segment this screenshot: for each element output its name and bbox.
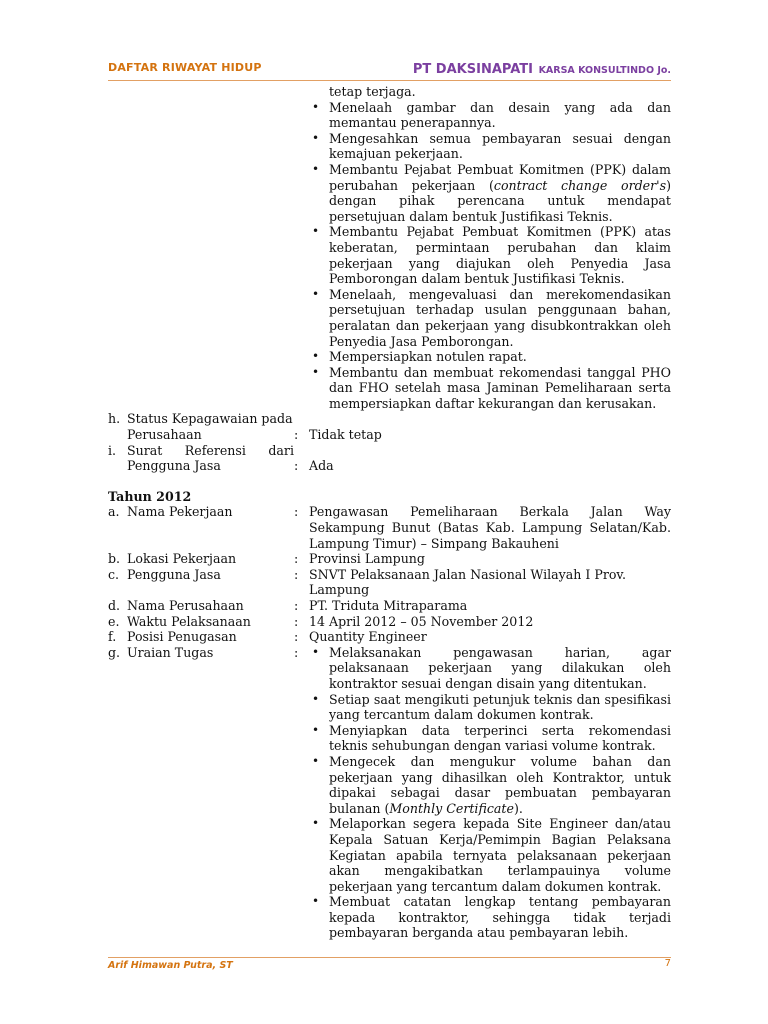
field-row: g. Uraian Tugas : [108,644,299,660]
status-label: Status Kepagawaian pada [127,411,293,427]
field-label: Pengguna Jasa [127,566,221,582]
list-item: • Setiap saat mengikuti petunjuk teknis dan spesifikasi yang tercantum dalam dokumen kontrak. [312,691,671,723]
bullet-icon: • [312,130,320,145]
company-name: PT DAKSINAPATI [412,62,533,77]
field-label: Posisi Penugasan [127,629,237,645]
reference-label: Surat Referensi dari [127,442,294,458]
bullet-icon: • [312,161,320,176]
bullet-icon: • [312,349,320,364]
field-label: Nama Perusahaan [127,598,244,613]
bullet-icon: • [312,99,320,114]
list-item: • Mempersiapkan notulen rapat. [312,349,527,365]
field-row: c. Pengguna Jasa : SNVT Pelaksanaan Jalan Nasional Wilayah I Prov. Lampung [108,567,671,598]
field-value: Quantity Engineer [309,629,427,645]
field-row: b. Lokasi Pekerjaan : Provinsi Lampung [108,551,671,567]
colon: : [294,458,299,474]
bullet-icon: • [312,722,320,737]
list-item: • Menelaah, mengevaluasi dan merekomendasikan persetujuan terhadap usulan penggunaan bahan, peralatan dan pekerjaan yang disubkontrakkan oleh Penyedia Jasa Pemborongan. [312,286,671,349]
status-row [108,411,671,427]
field-value: 14 April 2012 – 05 November 2012 [309,613,534,629]
footer-author: Arif Himawan Putra, ST [108,960,233,971]
page-footer [108,957,671,972]
field-value: Provinsi Lampung [309,551,425,567]
bullet-icon: • [312,816,320,831]
reference-row-2 [108,458,671,474]
bullet-icon: • [312,691,320,706]
year-heading: Tahun 2012 [108,488,192,504]
continuation-text: tetap terjaga. [329,84,416,99]
list-item: • Membuat catatan lengkap tentang pembayaran kepada kontraktor, sehingga tidak terjadi pembayaran berganda atau pembayaran lebih. [312,894,671,941]
colon: : [294,427,299,443]
list-item: • Melaksanakan pengawasan harian, agar pelaksanaan pekerjaan yang dilakukan oleh kontraktor sesuai dengan disain yang ditentukan. [312,644,671,691]
field-label: Lokasi Pekerjaan [127,551,237,567]
document-body [108,84,671,941]
header-title: DAFTAR RIWAYAT HIDUP [108,61,262,74]
reference-row [108,443,671,459]
status-row-2 [108,427,671,443]
company-partner: KARSA KONSULTINDO Jo. [538,65,671,76]
field-label: Uraian Tugas [127,644,214,660]
reference-value: Ada [309,458,334,474]
list-item: • Melaporkan segera kepada Site Engineer dan/atau Kepala Satuan Kerja/Pemimpin Bagian Pelaksana Kegiatan apabila ternyata pelaksanaan pekerjaan akan mengakibatkan terlampauinya volume pekerjaan yang tercantum dalam dokumen kontrak. [312,816,671,894]
field-row: a. Nama Pekerjaan : Pengawasan Pemeliharaan Berkala Jalan Way Sekampung Bunut (Batas Kab. Lampung Selatan/Kab. Lampung Timur) – Simpang Bakauheni [108,504,671,551]
duties-list [309,645,671,941]
bullet-icon: • [312,364,320,379]
status-marker: h. [108,411,121,427]
field-label: Waktu Pelaksanaan [127,613,251,629]
field-label: Nama Pekerjaan [127,504,233,520]
list-item: • Membantu Pejabat Pembuat Komitmen (PPK) dalam perubahan pekerjaan (contract change order's) dengan pihak perencana untuk mendapat persetujuan dalam bentuk Justifikasi Teknis. [312,161,671,224]
list-item: • Menyiapkan data terperinci serta rekomendasi teknis sehubungan dengan variasi volume kontrak. [312,722,671,754]
previous-duties-list [309,100,671,412]
list-item: • Menelaah gambar dan desain yang ada dan memantau penerapannya. [312,99,671,131]
italic-term: contract change order's [493,177,667,193]
field-row: f. Posisi Penugasan : Quantity Engineer [108,629,671,645]
bullet-icon: • [312,894,320,909]
bullet-icon: • [312,224,320,239]
list-item: • Membantu dan membuat rekomendasi tanggal PHO dan FHO setelah masa Jaminan Pemeliharaan serta mempersiapkan daftar kekurangan dan kerusakan. [312,364,671,411]
list-item: • Mengesahkan semua pembayaran sesuai dengan kemajuan pekerjaan. [312,130,671,162]
field-value: Pengawasan Pemeliharaan Berkala Jalan Way Sekampung Bunut (Batas Kab. Lampung Selatan/Kab. Lampung Timur) – Simpang Bakauheni [309,504,671,551]
status-label-2: Perusahaan [127,427,202,443]
status-value: Tidak tetap [309,427,382,443]
list-item: • Membantu Pejabat Pembuat Komitmen (PPK) atas keberatan, permintaan perubahan dan klaim pekerjaan yang diajukan oleh Penyedia Jasa Pemborongan dalam bentuk Justifikasi Teknis. [312,224,671,287]
bullet-icon: • [312,753,320,768]
bullet-icon: • [312,286,320,301]
page-number: 7 [664,958,671,969]
header-company [413,58,671,77]
bullet-icon: • [312,644,320,659]
reference-label-2: Pengguna Jasa [127,458,221,474]
reference-marker: i. [108,442,117,458]
field-value: SNVT Pelaksanaan Jalan Nasional Wilayah I Prov. Lampung [309,566,627,598]
italic-term: Monthly Certificate [389,800,514,816]
field-value: PT. Triduta Mitraparama [309,598,468,613]
list-item: • Mengecek dan mengukur volume bahan dan pekerjaan yang dihasilkan oleh Kontraktor, untuk dipakai sebagai dasar pembuatan pembayaran bulanan (Monthly Certificate). [312,753,671,816]
field-row: d. Nama Perusahaan : PT. Triduta Mitraparama [108,598,671,614]
field-row: e. Waktu Pelaksanaan : 14 April 2012 – 05 November 2012 [108,614,671,630]
page-header [108,58,671,81]
